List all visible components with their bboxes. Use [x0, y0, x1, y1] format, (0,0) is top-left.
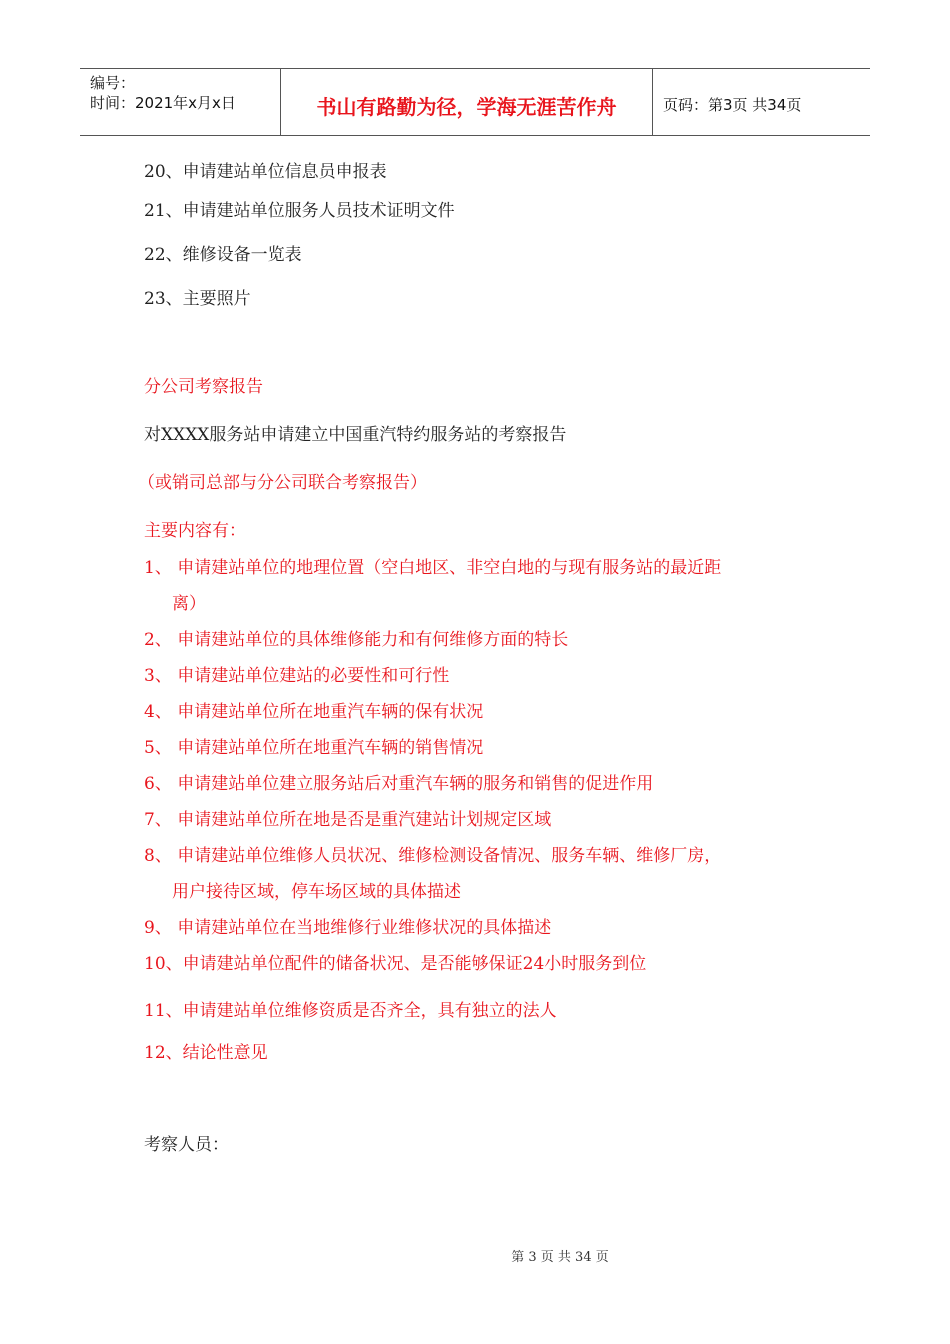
report-item-8-continued: 用户接待区域，停车场区域的具体描述 [172, 882, 461, 902]
report-item-11: 11、申请建站单位维修资质是否齐全，具有独立的法人 [144, 1001, 557, 1021]
report-item-1: 1、 申请建站单位的地理位置（空白地区、非空白地的与现有服务站的最近距 [144, 558, 722, 578]
serial-label: 编号： [90, 74, 136, 92]
report-item-4: 4、 申请建站单位所在地重汽车辆的保有状况 [144, 702, 484, 722]
report-item-2: 2、 申请建站单位的具体维修能力和有何维修方面的特长 [144, 630, 569, 650]
report-subtitle: （或销司总部与分公司联合考察报告） [138, 473, 427, 493]
report-item-12: 12、结论性意见 [144, 1043, 268, 1063]
inspectors-label: 考察人员： [144, 1135, 229, 1155]
attachment-item-21: 21、申请建站单位服务人员技术证明文件 [144, 201, 455, 221]
header-motto: 书山有路勤为径，学海无涯苦作舟 [281, 69, 653, 135]
report-title: 对XXXX服务站申请建立中国重汽特约服务站的考察报告 [144, 425, 567, 445]
report-item-5: 5、 申请建站单位所在地重汽车辆的销售情况 [144, 738, 484, 758]
time-label: 时间：2021年x月x日 [90, 94, 236, 112]
page-header [80, 68, 870, 136]
report-item-10: 10、申请建站单位配件的储备状况、是否能够保证24小时服务到位 [144, 954, 647, 974]
contents-label: 主要内容有： [144, 521, 246, 541]
report-item-8: 8、 申请建站单位维修人员状况、维修检测设备情况、服务车辆、维修厂房， [144, 846, 722, 866]
page-footer: 第 3 页 共 34 页 [511, 1250, 609, 1265]
attachment-item-20: 20、申请建站单位信息员申报表 [144, 162, 387, 182]
header-meta [80, 69, 281, 135]
attachment-item-23: 23、主要照片 [144, 289, 251, 309]
report-heading: 分公司考察报告 [144, 377, 263, 397]
report-item-6: 6、 申请建站单位建立服务站后对重汽车辆的服务和销售的促进作用 [144, 774, 654, 794]
report-item-1-continued: 离） [172, 594, 206, 614]
attachment-item-22: 22、维修设备一览表 [144, 245, 302, 265]
report-item-9: 9、 申请建站单位在当地维修行业维修状况的具体描述 [144, 918, 552, 938]
report-item-7: 7、 申请建站单位所在地是否是重汽建站计划规定区域 [144, 810, 552, 830]
header-page-info: 页码：第3页 共34页 [663, 95, 802, 114]
report-item-3: 3、 申请建站单位建站的必要性和可行性 [144, 666, 450, 686]
